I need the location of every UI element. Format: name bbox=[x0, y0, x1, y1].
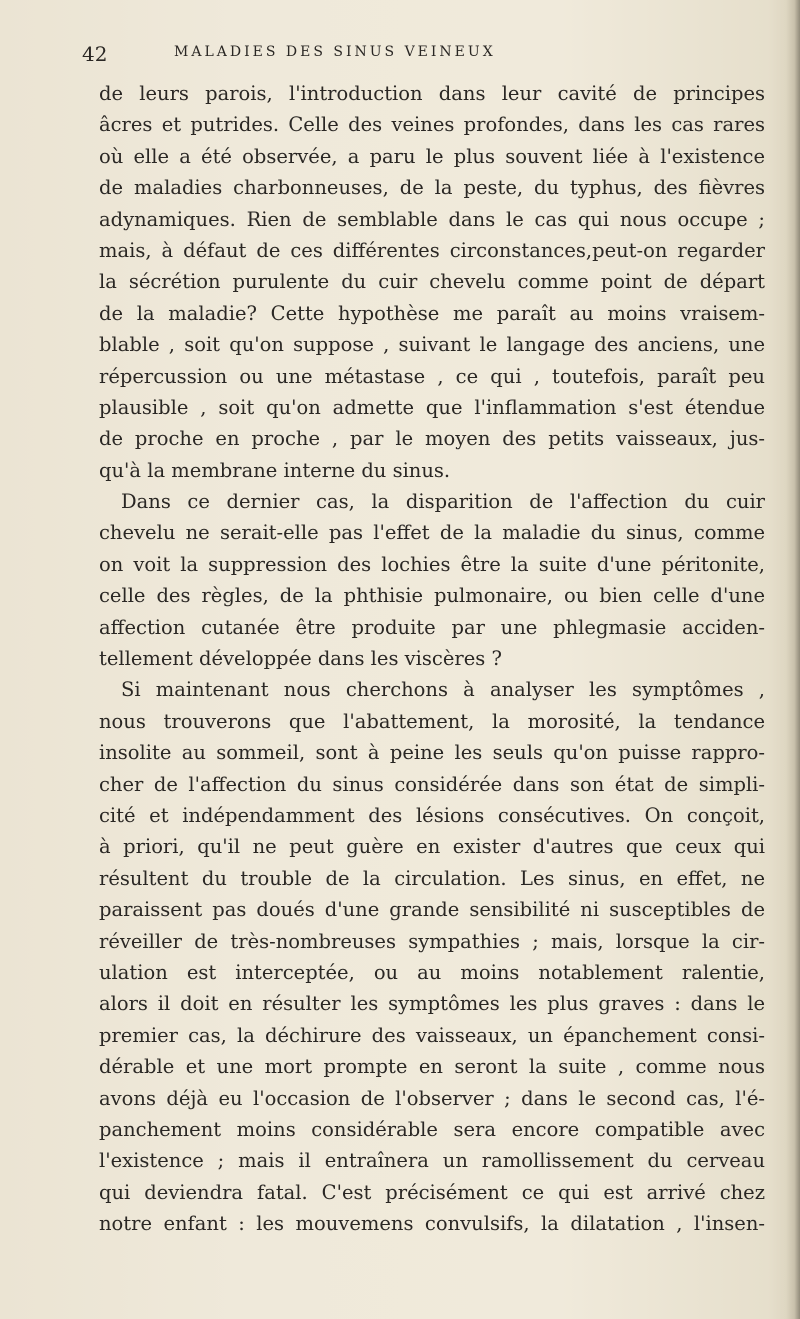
text-line: blable , soit qu'on suppose , suivant le langage des anciens, une bbox=[99, 333, 765, 357]
page-header bbox=[82, 42, 752, 70]
text-line: chevelu ne serait-elle pas l'effet de la maladie du sinus, comme bbox=[99, 521, 765, 545]
text-line: de la maladie? Cette hypothèse me paraît au moins vraisem- bbox=[99, 301, 765, 325]
text-line: qu'à la membrane interne du sinus. bbox=[99, 458, 451, 482]
text-line: répercussion ou une métastase , ce qui , toutefois, paraît peu bbox=[99, 364, 765, 388]
body-text bbox=[99, 78, 765, 1239]
text-line: où elle a été observée, a paru le plus souvent liée à l'existence bbox=[99, 144, 765, 168]
text-line: ulation est interceptée, ou au moins notablement ralentie, bbox=[99, 960, 765, 984]
text-line: notre enfant : les mouvemens convulsifs, la dilatation , l'insen- bbox=[99, 1212, 765, 1236]
paragraph-2 bbox=[99, 486, 765, 674]
page-edge-shadow bbox=[786, 0, 800, 1319]
text-line: on voit la suppression des lochies être la suite d'une péritonite, bbox=[99, 552, 765, 576]
text-line: paraissent pas doués d'une grande sensibilité ni susceptibles de bbox=[99, 898, 765, 922]
text-line: la sécrétion purulente du cuir chevelu comme point de départ bbox=[99, 270, 765, 294]
text-line: qui deviendra fatal. C'est précisément ce qui est arrivé chez bbox=[99, 1180, 765, 1204]
text-line: âcres et putrides. Celle des veines profondes, dans les cas rares bbox=[99, 113, 765, 137]
text-line: mais, à défaut de ces différentes circonstances,peut-on regarder bbox=[99, 238, 765, 262]
text-line: à priori, qu'il ne peut guère en exister d'autres que ceux qui bbox=[99, 835, 765, 859]
paragraph-3 bbox=[99, 674, 765, 1239]
text-line: résultent du trouble de la circulation. Les sinus, en effet, ne bbox=[99, 866, 765, 890]
text-line: de maladies charbonneuses, de la peste, du typhus, des fièvres bbox=[99, 176, 765, 200]
text-line: dérable et une mort prompte en seront la suite , comme nous bbox=[99, 1055, 765, 1079]
text-line: réveiller de très-nombreuses sympathies ; mais, lorsque la cir- bbox=[99, 929, 765, 953]
text-line: nous trouverons que l'abattement, la morosité, la tendance bbox=[99, 709, 765, 733]
text-line: cher de l'affection du sinus considérée dans son état de simpli- bbox=[99, 772, 765, 796]
text-line: adynamiques. Rien de semblable dans le cas qui nous occupe ; bbox=[99, 207, 765, 231]
text-line: de leurs parois, l'introduction dans leur cavité de principes bbox=[99, 82, 765, 105]
page-number: 42 bbox=[82, 42, 108, 66]
text-line: alors il doit en résulter les symptômes les plus graves : dans le bbox=[99, 992, 765, 1016]
text-line: insolite au sommeil, sont à peine les seuls qu'on puisse rappro- bbox=[99, 741, 765, 765]
text-line: cité et indépendamment des lésions consécutives. On conçoit, bbox=[99, 803, 765, 827]
running-title: MALADIES DES SINUS VEINEUX bbox=[174, 44, 496, 60]
text-line: tellement développée dans les viscères ? bbox=[99, 647, 502, 671]
text-line: Si maintenant nous cherchons à analyser les symptômes , bbox=[121, 678, 765, 702]
paragraph-1 bbox=[99, 78, 765, 486]
text-line: avons déjà eu l'occasion de l'observer ; dans le second cas, l'é- bbox=[99, 1086, 765, 1110]
text-line: affection cutanée être produite par une phlegmasie acciden- bbox=[99, 615, 765, 639]
text-line: premier cas, la déchirure des vaisseaux, un épanchement consi- bbox=[99, 1023, 765, 1047]
text-line: panchement moins considérable sera encore compatible avec bbox=[99, 1117, 765, 1141]
text-line: de proche en proche , par le moyen des petits vaisseaux, jus- bbox=[99, 427, 765, 451]
text-line: l'existence ; mais il entraînera un ramollissement du cerveau bbox=[99, 1149, 765, 1173]
text-line: plausible , soit qu'on admette que l'inflammation s'est étendue bbox=[99, 395, 765, 419]
text-line: celle des règles, de la phthisie pulmonaire, ou bien celle d'une bbox=[99, 584, 765, 608]
text-line: Dans ce dernier cas, la disparition de l'affection du cuir bbox=[121, 490, 765, 514]
